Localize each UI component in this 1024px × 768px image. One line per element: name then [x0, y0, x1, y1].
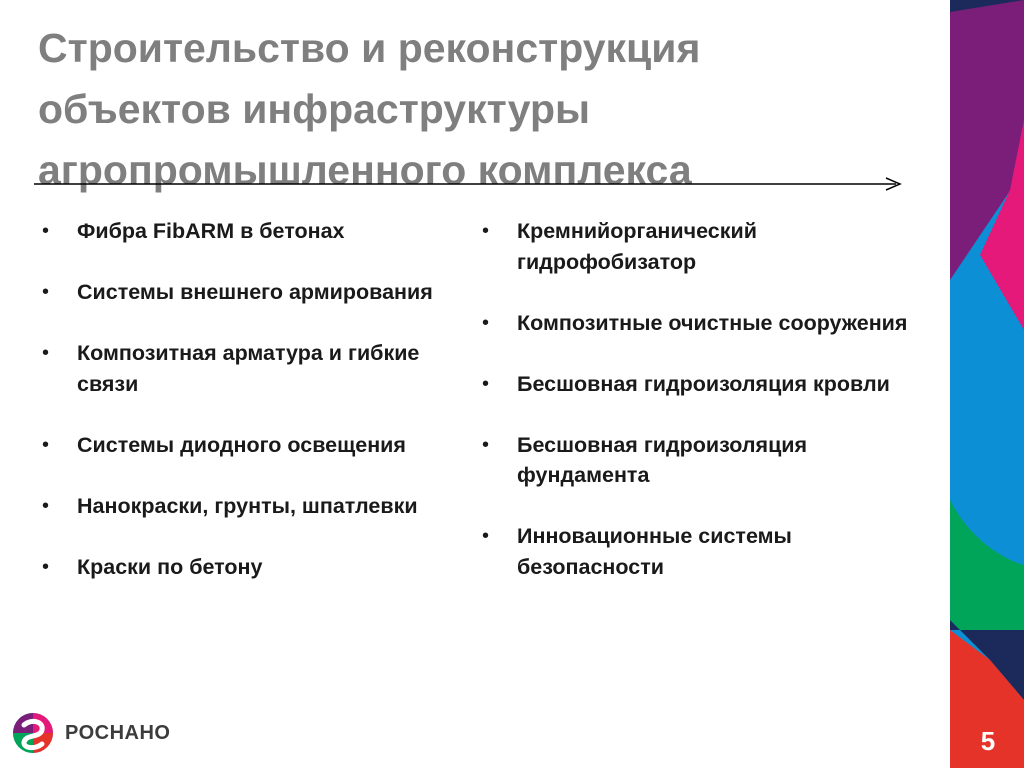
list-item [42, 338, 462, 399]
list-item-text: Нанокраски, грунты, шпатлевки [77, 493, 418, 518]
list-item [42, 491, 462, 522]
list-item-text: Фибра FibARM в бетонах [77, 219, 345, 243]
bullet-icon: • [482, 433, 490, 456]
bullet-icon: • [42, 220, 50, 242]
list-item [42, 216, 462, 247]
bullet-icon: • [482, 311, 490, 334]
list-item [482, 216, 912, 277]
list-item [482, 369, 912, 400]
bullet-icon: • [482, 525, 490, 547]
left-bullet-list [42, 216, 462, 613]
list-item [482, 308, 912, 339]
list-item-text: Инновационные системы безопасности [517, 524, 792, 579]
list-item [42, 430, 462, 461]
bullet-icon: • [482, 372, 490, 395]
title-line: Строительство и реконструкция [38, 25, 701, 71]
list-item-text: Композитные очистные сооружения [517, 310, 908, 335]
rosnano-logo-icon [10, 708, 56, 758]
bullet-icon: • [42, 494, 50, 517]
list-item-text: Кремнийорганический гидрофобизатор [517, 219, 757, 274]
slide-title [38, 18, 918, 201]
bullet-icon: • [42, 433, 50, 456]
list-item-text: Системы диодного освещения [77, 432, 406, 457]
list-item [42, 552, 462, 583]
bullet-icon: • [42, 281, 50, 303]
list-item-text: Бесшовная гидроизоляция фундамента [517, 432, 808, 487]
title-line: объектов инфраструктуры [38, 86, 591, 132]
bullet-icon: • [42, 555, 50, 578]
page-number: 5 [980, 726, 996, 756]
list-item [482, 430, 912, 491]
logo-text: РОСНАНО [65, 722, 171, 744]
title-line: агропромышленного комплекса [38, 147, 692, 193]
bullet-icon: • [42, 342, 50, 364]
title-divider-arrow [34, 176, 904, 192]
list-item-text: Бесшовная гидроизоляция кровли [517, 371, 890, 396]
list-item-text: Краски по бетону [77, 554, 263, 579]
list-item-text: Системы внешнего армирования [77, 280, 433, 304]
list-item [42, 277, 462, 308]
list-item [482, 521, 912, 582]
right-bullet-list [482, 216, 912, 613]
list-item-text: Композитная арматура и гибкие связи [77, 341, 420, 396]
bullet-icon: • [482, 220, 490, 242]
rosnano-logo [10, 708, 180, 760]
decorative-color-stripe [950, 0, 1024, 768]
